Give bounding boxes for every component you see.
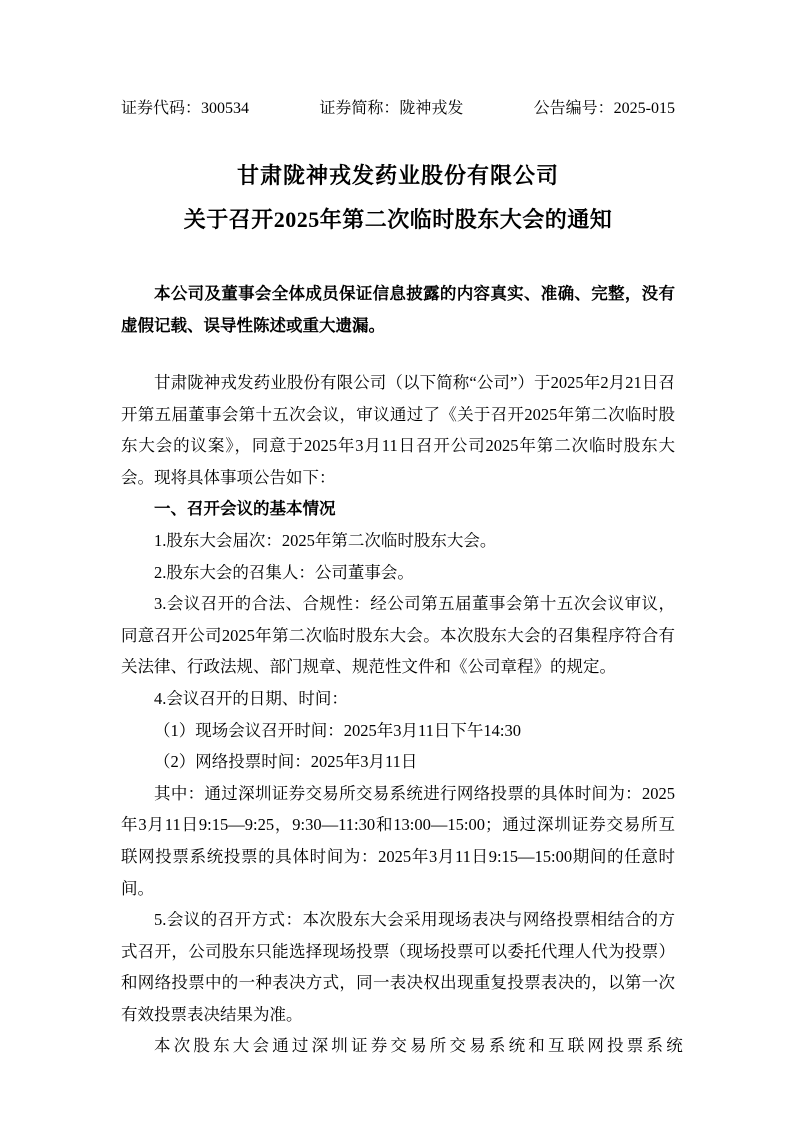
disclaimer-statement: 本公司及董事会全体成员保证信息披露的内容真实、准确、完整，没有虚假记载、误导性陈述或重大遗漏。 — [121, 284, 675, 335]
intro-paragraph: 甘肃陇神戎发药业股份有限公司（以下简称“公司”）于2025年2月21日召开第五届董事会第十五次会议，审议通过了《关于召开2025年第二次临时股东大会的议案》，同意于2025年3月11日召开公司2025年第二次临时股东大会。现将具体事项公告如下： — [121, 373, 675, 487]
section-1-heading: 一、召开会议的基本情况 — [154, 499, 336, 519]
stock-code: 证券代码：300534 — [121, 100, 250, 117]
announcement-number: 公告编号：2025-015 — [533, 100, 675, 117]
item-5-method: 5.会议的召开方式：本次股东大会采用现场表决与网络投票相结合的方式召开，公司股东只能选择现场投票（现场投票可以委托代理人代为投票）和网络投票中的一种表决方式，同一表决权出现重复投票表决的，以第一次有效投票表决结果为准。 — [121, 910, 675, 1024]
notice-title: 关于召开2025年第二次临时股东大会的通知 — [183, 207, 613, 232]
item-2-convener: 2.股东大会的召集人：公司董事会。 — [154, 562, 414, 582]
item-1-session: 1.股东大会届次：2025年第二次临时股东大会。 — [154, 530, 497, 550]
item-3-legality: 3.会议召开的合法、合规性：经公司第五届董事会第十五次会议审议，同意召开公司2025年第二次临时股东大会。本次股东大会的召集程序符合有关法律、行政法规、部门规章、规范性文件和《公司章程》的规定。 — [121, 594, 675, 677]
document-header-row — [121, 98, 675, 120]
item-4-date-time: 4.会议召开的日期、时间： — [154, 688, 348, 708]
document-body — [121, 367, 686, 1062]
item-4-online-detail: 其中：通过深圳证券交易所交易系统进行网络投票的具体时间为：2025年3月11日9:15—9:25，9:30—11:30和13:00—15:00；通过深圳证券交易所互联网投票系统投票的具体时间为：2025年3月11日9:15—15:00期间的任意时间。 — [121, 783, 675, 898]
stock-abbr: 证券简称：陇神戎发 — [319, 100, 464, 117]
continuation-line: 本次股东大会通过深圳证券交易所交易系统和互联网投票系统 — [154, 1036, 686, 1056]
item-4-onsite-time: （1）现场会议召开时间：2025年3月11日下午14:30 — [154, 720, 521, 740]
company-name-title: 甘肃陇神戎发药业股份有限公司 — [236, 163, 559, 188]
item-4-online-time: （2）网络投票时间：2025年3月11日 — [154, 752, 418, 772]
